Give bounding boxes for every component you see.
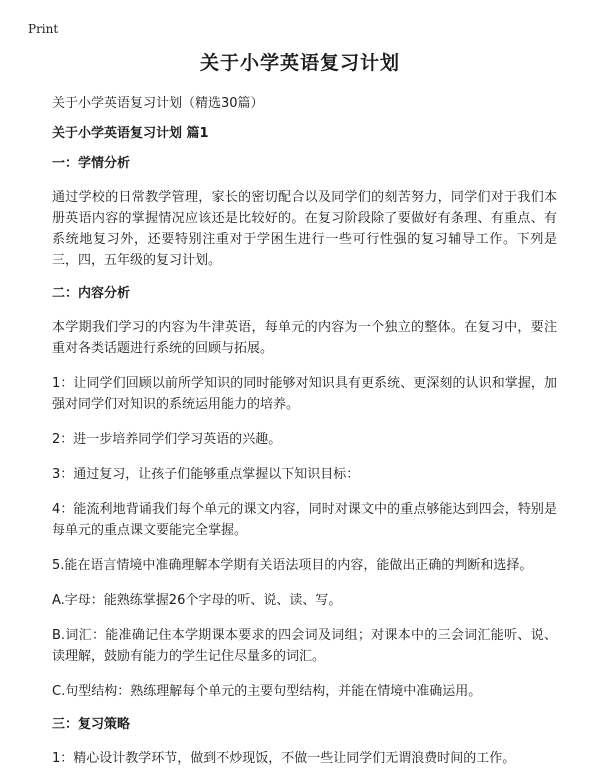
section-title: 关于小学英语复习计划 篇1 xyxy=(52,126,209,141)
paragraph: A.字母：能熟练掌握26个字母的听、说、读、写。 xyxy=(52,593,342,608)
paragraph: C.句型结构：熟练理解每个单元的主要句型结构，并能在情境中准确运用。 xyxy=(52,684,482,699)
print-link[interactable]: Print xyxy=(28,22,59,36)
paragraph: 1：让同学们回顾以前所学知识的同时能够对知识具有更系统、更深刻的认识和掌握，加强对同学们对知识的系统运用能力的培养。 xyxy=(52,376,557,412)
paragraph: 3：通过复习，让孩子们能够重点掌握以下知识目标： xyxy=(52,467,360,482)
paragraph: B.词汇：能准确记住本学期课本要求的四会词及词组；对课本中的三会词汇能听、说、读理解，鼓励有能力的学生记住尽量多的词汇。 xyxy=(52,628,557,664)
section-heading: 一：学情分析 xyxy=(52,156,131,171)
paragraph: 2：进一步培养同学们学习英语的兴趣。 xyxy=(52,432,282,447)
document-title: 关于小学英语复习计划 xyxy=(199,52,400,74)
content-blocks xyxy=(52,155,557,769)
paragraph: 1：精心设计教学环节，做到不炒现饭，不做一些让同学们无谓浪费时间的工作。 xyxy=(52,751,516,766)
document-body xyxy=(52,95,557,783)
document-subtitle: 关于小学英语复习计划（精选30篇） xyxy=(52,96,264,111)
section-heading: 二：内容分析 xyxy=(52,286,131,301)
paragraph: 5.能在语言情境中准确理解本学期有关语法项目的内容，能做出正确的判断和选择。 xyxy=(52,558,533,573)
paragraph: 4：能流利地背诵我们每个单元的课文内容，同时对课文中的重点够能达到四会，特别是每单元的重点课文要能完全掌握。 xyxy=(52,502,557,538)
section-heading: 三：复习策略 xyxy=(52,717,131,732)
paragraph: 通过学校的日常教学管理，家长的密切配合以及同学们的刻苦努力，同学们对于我们本册英语内容的掌握情况应该还是比较好的。在复习阶段除了要做好有条理、有重点、有系统地复习外，还要特别注重对于学困生进行一些可行性强的复习辅导工作。下列是三，四，五年级的复习计划。 xyxy=(52,190,557,268)
paragraph: 本学期我们学习的内容为牛津英语，每单元的内容为一个独立的整体。在复习中，要注重对各类话题进行系统的回顾与拓展。 xyxy=(52,320,557,356)
